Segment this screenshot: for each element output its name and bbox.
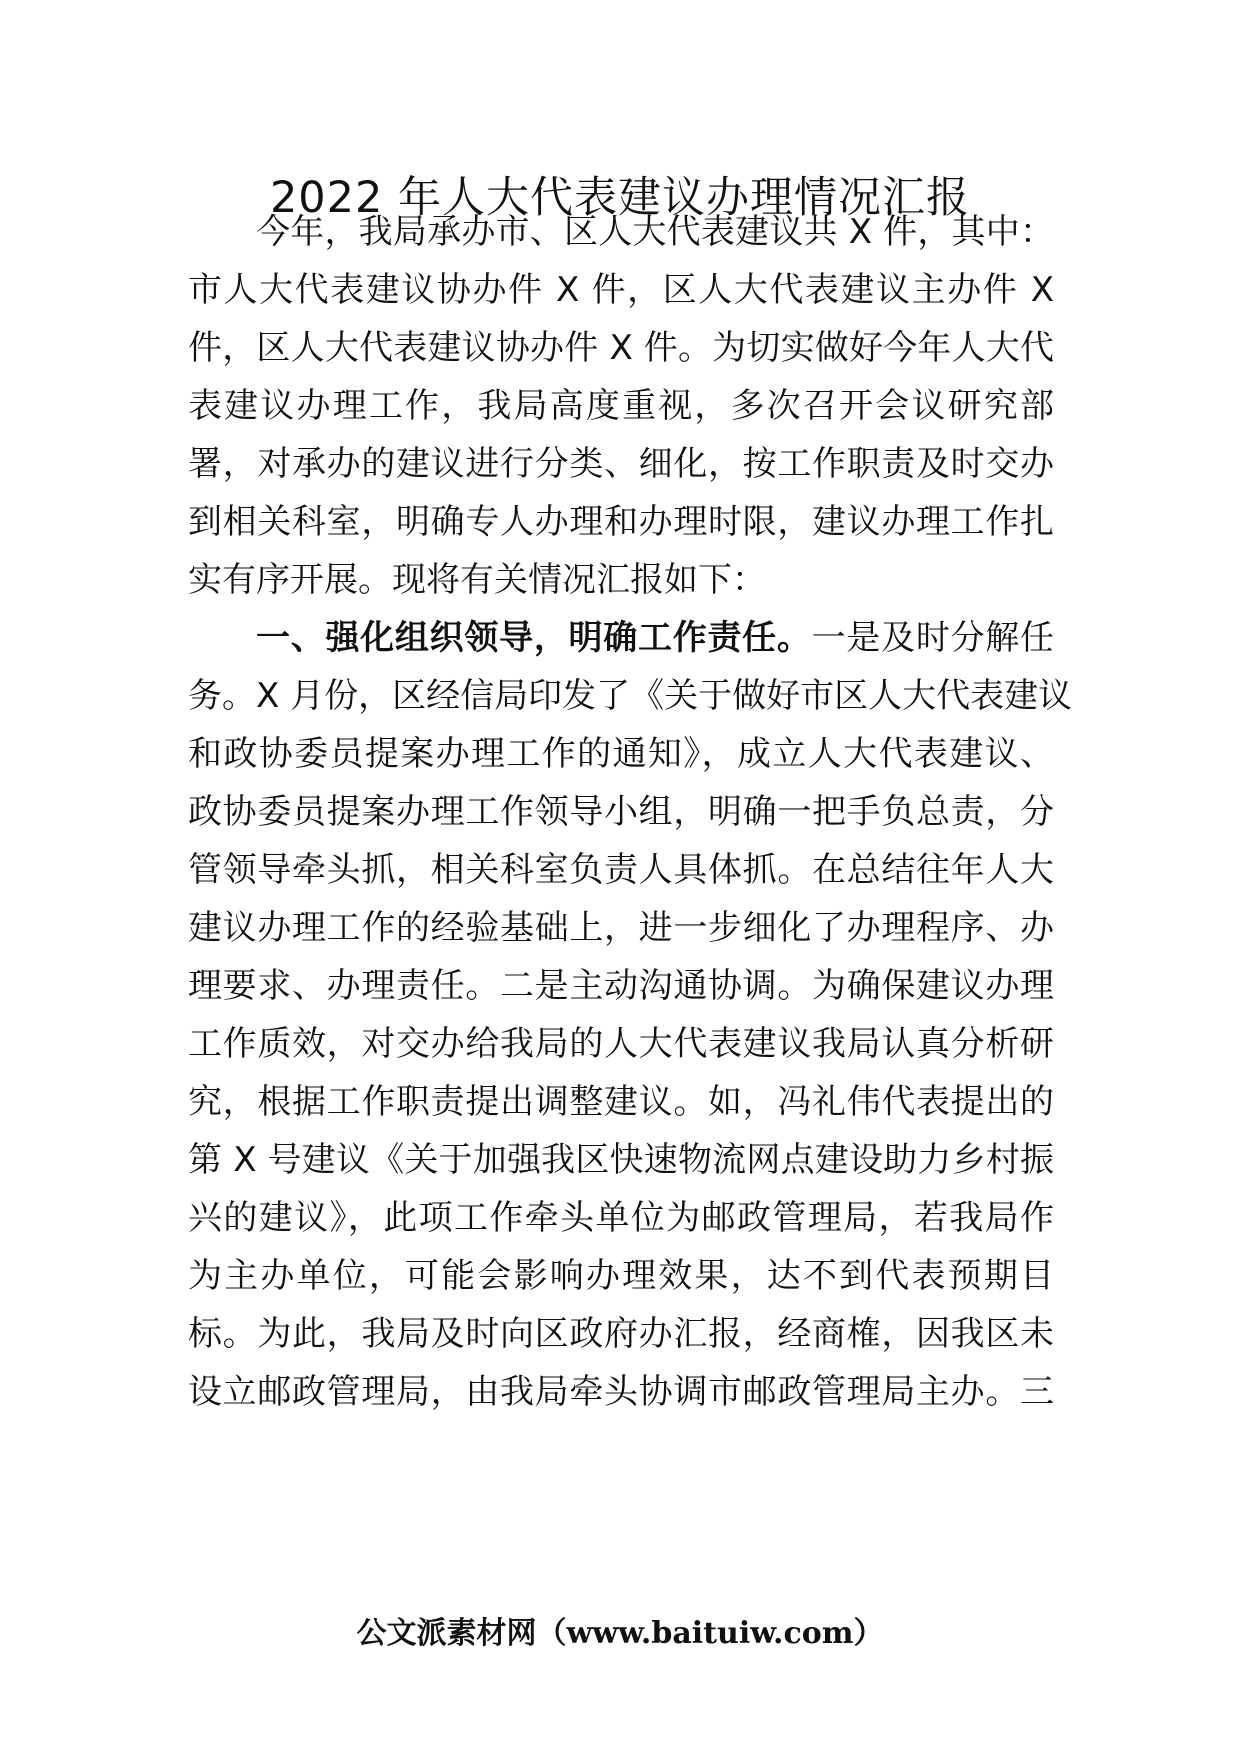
paragraph-line: 为主办单位，可能会影响办理效果，达不到代表预期目: [188, 1256, 1054, 1296]
paragraph-line: 兴的建议》，此项工作牵头单位为邮政管理局，若我局作: [188, 1198, 1054, 1238]
section-heading: 一、强化组织领导，明确工作责任。: [256, 618, 812, 658]
paragraph-line: 建议办理工作的经验基础上，进一步细化了办理程序、办: [188, 908, 1054, 948]
paragraph-line: 究，根据工作职责提出调整建议。如，冯礼伟代表提出的: [188, 1082, 1054, 1122]
paragraph-line: 标。为此，我局及时向区政府办汇报，经商榷，因我区未: [188, 1314, 1054, 1354]
paragraph-line: 到相关科室，明确专人办理和办理时限，建议办理工作扎: [188, 502, 1054, 542]
paragraph-line: 工作质效，对交办给我局的人大代表建议我局认真分析研: [188, 1024, 1054, 1064]
paragraph-line: 实有序开展。现将有关情况汇报如下：: [188, 560, 766, 600]
paragraph-line: 和政协委员提案办理工作的通知》，成立人大代表建议、: [188, 734, 1054, 774]
paragraph-line: 表建议办理工作，我局高度重视，多次召开会议研究部: [188, 386, 1054, 426]
paragraph-line: 政协委员提案办理工作领导小组，明确一把手负总责，分: [188, 792, 1054, 832]
paragraph-line: 第 X 号建议《关于加强我区快速物流网点建设助力乡村振: [188, 1140, 1054, 1180]
section-heading-line: [256, 613, 1054, 663]
paragraph-line: 理要求、办理责任。二是主动沟通协调。为确保建议办理: [188, 966, 1054, 1006]
paragraph-line: 务。X 月份，区经信局印发了《关于做好市区人大代表建议: [188, 676, 1073, 716]
paragraph-line: 署，对承办的建议进行分类、细化，按工作职责及时交办: [188, 444, 1054, 484]
page-title: 2022 年人大代表建议办理情况汇报: [269, 173, 971, 223]
paragraph-line: 件，区人大代表建议协办件 X 件。为切实做好今年人大代: [188, 328, 1054, 368]
paragraph-line: 管领导牵头抓，相关科室负责人具体抓。在总结往年人大: [188, 850, 1054, 890]
section-heading-rest: 一是及时分解任: [811, 618, 1055, 658]
paragraph-line: 设立邮政管理局，由我局牵头协调市邮政管理局主办。三: [188, 1372, 1054, 1412]
paragraph-line: 今年，我局承办市、区人大代表建议共 X 件，其中：: [256, 212, 1054, 252]
footer-source: 公文派素材网（www.baituiw.com）: [356, 1616, 884, 1651]
paragraph-line: 市人大代表建议协办件 X 件，区人大代表建议主办件 X: [188, 270, 1054, 310]
